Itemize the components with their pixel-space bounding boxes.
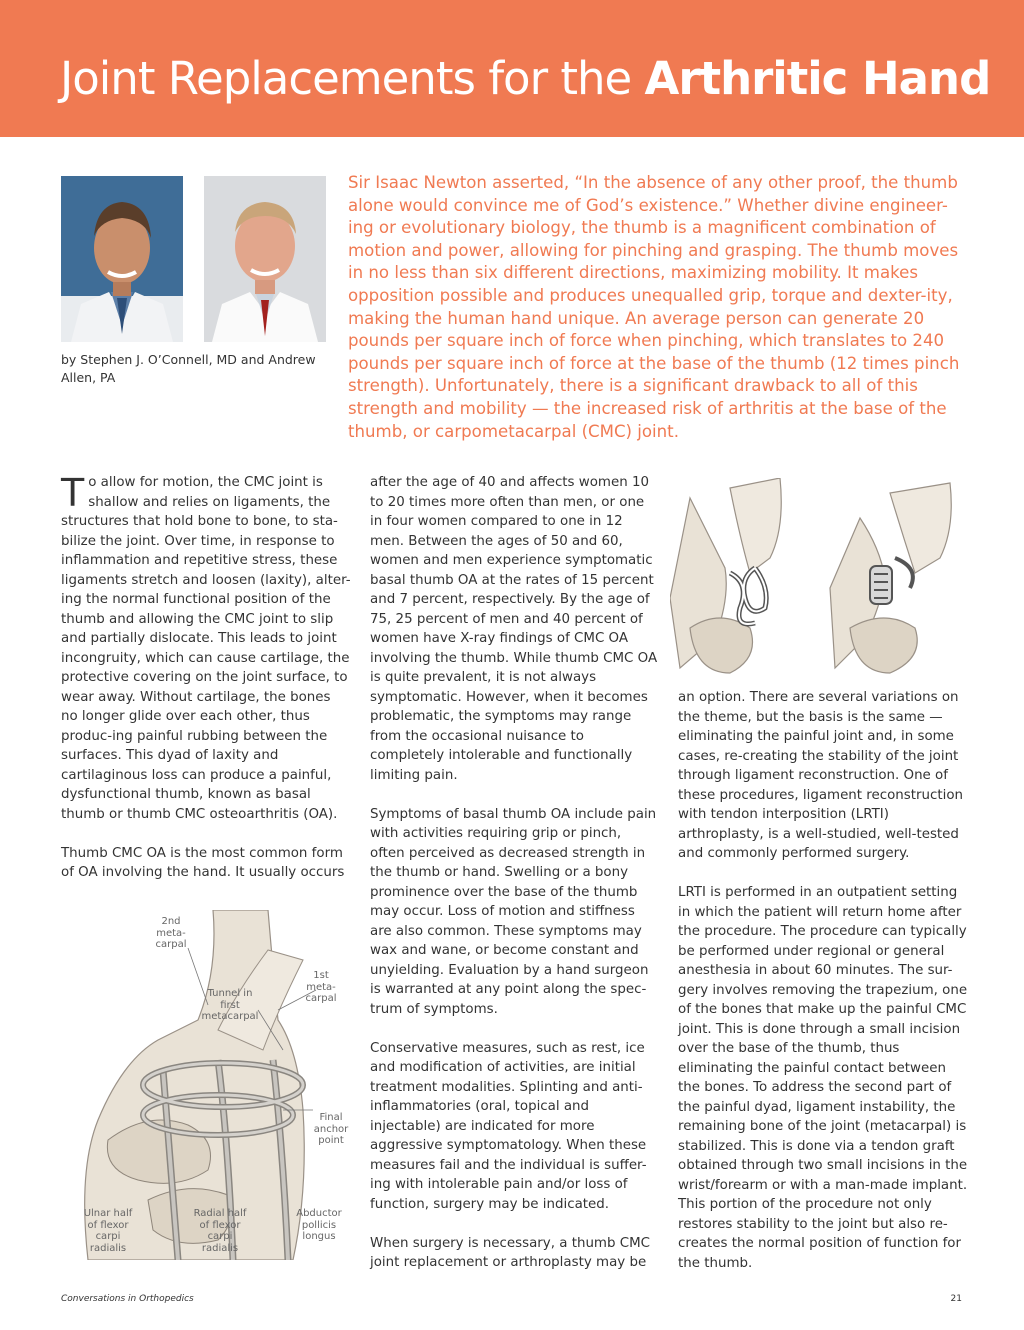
col1-p1-text: o allow for motion, the CMC joint is shallow and relies on ligaments, the structures that hold bone to bone, to sta-bilize the joint. Over time, in response to inflammation and repetitive stress, these ligaments stretch and loosen (laxity), alter-ing the normal functional position of the thumb and allowing the CMC joint to slip and partially dislocate. This leads to joint incongruity, which can cause cartilage, the protective covering on the joint surface, to wear away. Without cartilage, the bones no longer glide over each other, thus produc-ing painful rubbing between the surfaces. This dyad of laxity and cartilaginous loss can produce a painful, dysfunctional thumb, known as basal thumb or thumb CMC osteoarthritis (OA). [61,475,351,822]
author-photo-oconnell [61,176,183,342]
label-radial-half: Radial half of flexor carpi radialis [193,1208,247,1254]
col2-paragraph-2: Symptoms of basal thumb OA include pain with activities requiring grip or pinch, often perceived as decreased strength in the thumb or hand. Swelling or a bony prominence over the base of the thumb may occur. Loss of motion and stiffness are also common. These symptoms may wax and wane, or become constant and unyielding. Evaluation by a hand surgeon is warranted at any point along the spec-trum of symptoms. [370,806,657,1017]
label-ulnar-half: Ulnar half of flexor carpi radialis [83,1208,133,1254]
title-regular: Joint Replacements for the [60,52,645,105]
column-1 [61,473,351,902]
lead-paragraph: Sir Isaac Newton asserted, “In the absence of any other proof, the thumb alone would convince me of God’s existence.” Whether divine engineer-ing or evolutionary biology, the thumb is a magnificent combination of motion and power, allowing for pinching and grasping. The thumb moves in no less than six different directions, maximizing mobility. It makes opposition possible and produces unequalled grip, torque and dexter-ity, making the human hand unique. An average person can generate 20 pounds per square inch of force when pinching, which translates to 240 pounds per square inch of force at the base of the thumb (12 times pinch strength). Unfortunately, there is a significant drawback to all of this strength and mobility — the increased risk of arthritis at the base of the thumb, or carpometacarpal (CMC) joint. [348,173,960,441]
label-tunnel: Tunnel in first metacarpal [201,988,259,1022]
label-final-anchor: Final anchor point [313,1112,349,1146]
author-photo-allen [204,176,326,342]
page-number: 21 [950,1294,962,1304]
figure-lrti-anatomy [68,910,358,1260]
title-banner [0,0,1024,137]
drop-cap: T [61,471,85,515]
column-2 [370,473,660,1292]
col2-paragraph-3: Conservative measures, such as rest, ice and modification of activities, are initial treatment modalities. Splinting and anti-inflammatories (oral, topical and injectable) are indicated for more aggressive symptomatology. When these measures fail and the individual is suffer-ing with intolerable pain and/or loss of function, surgery may be indicated. [370,1040,647,1212]
col1-paragraph-2: Thumb CMC OA is the most common form of OA involving the hand. It usually occurs [61,845,345,880]
column-3 [678,688,968,1293]
col1-paragraph-1 [61,473,351,824]
label-abductor: Abductor pollicis longus [296,1208,342,1242]
author-byline: by Stephen J. O’Connell, MD and Andrew Allen, PA [61,352,316,385]
label-second-metacarpal: 2nd meta- carpal [155,916,187,950]
col3-paragraph-1: an option. There are several variations on the theme, but the basis is the same — eliminating the painful joint and, in some cases, re-creating the stability of the joint through ligament reconstruction. One of these procedures, ligament reconstruction with tendon interposition (LRTI) arthroplasty, is a well-studied, well-tested and commonly performed surgery. [678,690,964,861]
figure-implant-illustration [670,478,970,678]
col2-paragraph-1: after the age of 40 and affects women 10 to 20 times more often than men, or one in four women compared to one in 12 men. Between the ages of 50 and 60, women and men experience symptomatic basal thumb OA at the rates of 15 percent and 7 percent, respectively. By the age of 75, 25 percent of men and 40 percent of women have X-ray findings of CMC OA involving the thumb. While thumb CMC OA is quite prevalent, it is not always symptomatic. However, when it becomes problematic, the symptoms may range from the occasional nuisance to completely intolerable and functionally limiting pain. [370,475,658,783]
col3-paragraph-2: LRTI is performed in an outpatient setting in which the patient will return home after the procedure. The procedure can typically be performed under regional or general anesthesia in about 60 minutes. The sur-gery involves removing the trapezium, one of the bones that make up the painful CMC joint. This is done through a small incision over the base of the thumb, thus eliminating the painful contact between the bones. To address the second part of the painful dyad, ligament instability, the remaining bone of the joint (metacarpal) is stabilized. This is done via a tendon graft obtained through two small incisions in the wrist/forearm or with a man-made implant. This portion of the procedure not only restores stability to the joint but also re-creates the normal position of function for the thumb. [678,885,968,1271]
col2-paragraph-4: When surgery is necessary, a thumb CMC joint replacement or arthroplasty may be [370,1235,650,1270]
page-title [60,52,990,105]
footer-publication: Conversations in Orthopedics [61,1294,194,1304]
title-bold: Arthritic Hand [644,52,991,105]
label-first-metacarpal: 1st meta- carpal [305,970,337,1004]
